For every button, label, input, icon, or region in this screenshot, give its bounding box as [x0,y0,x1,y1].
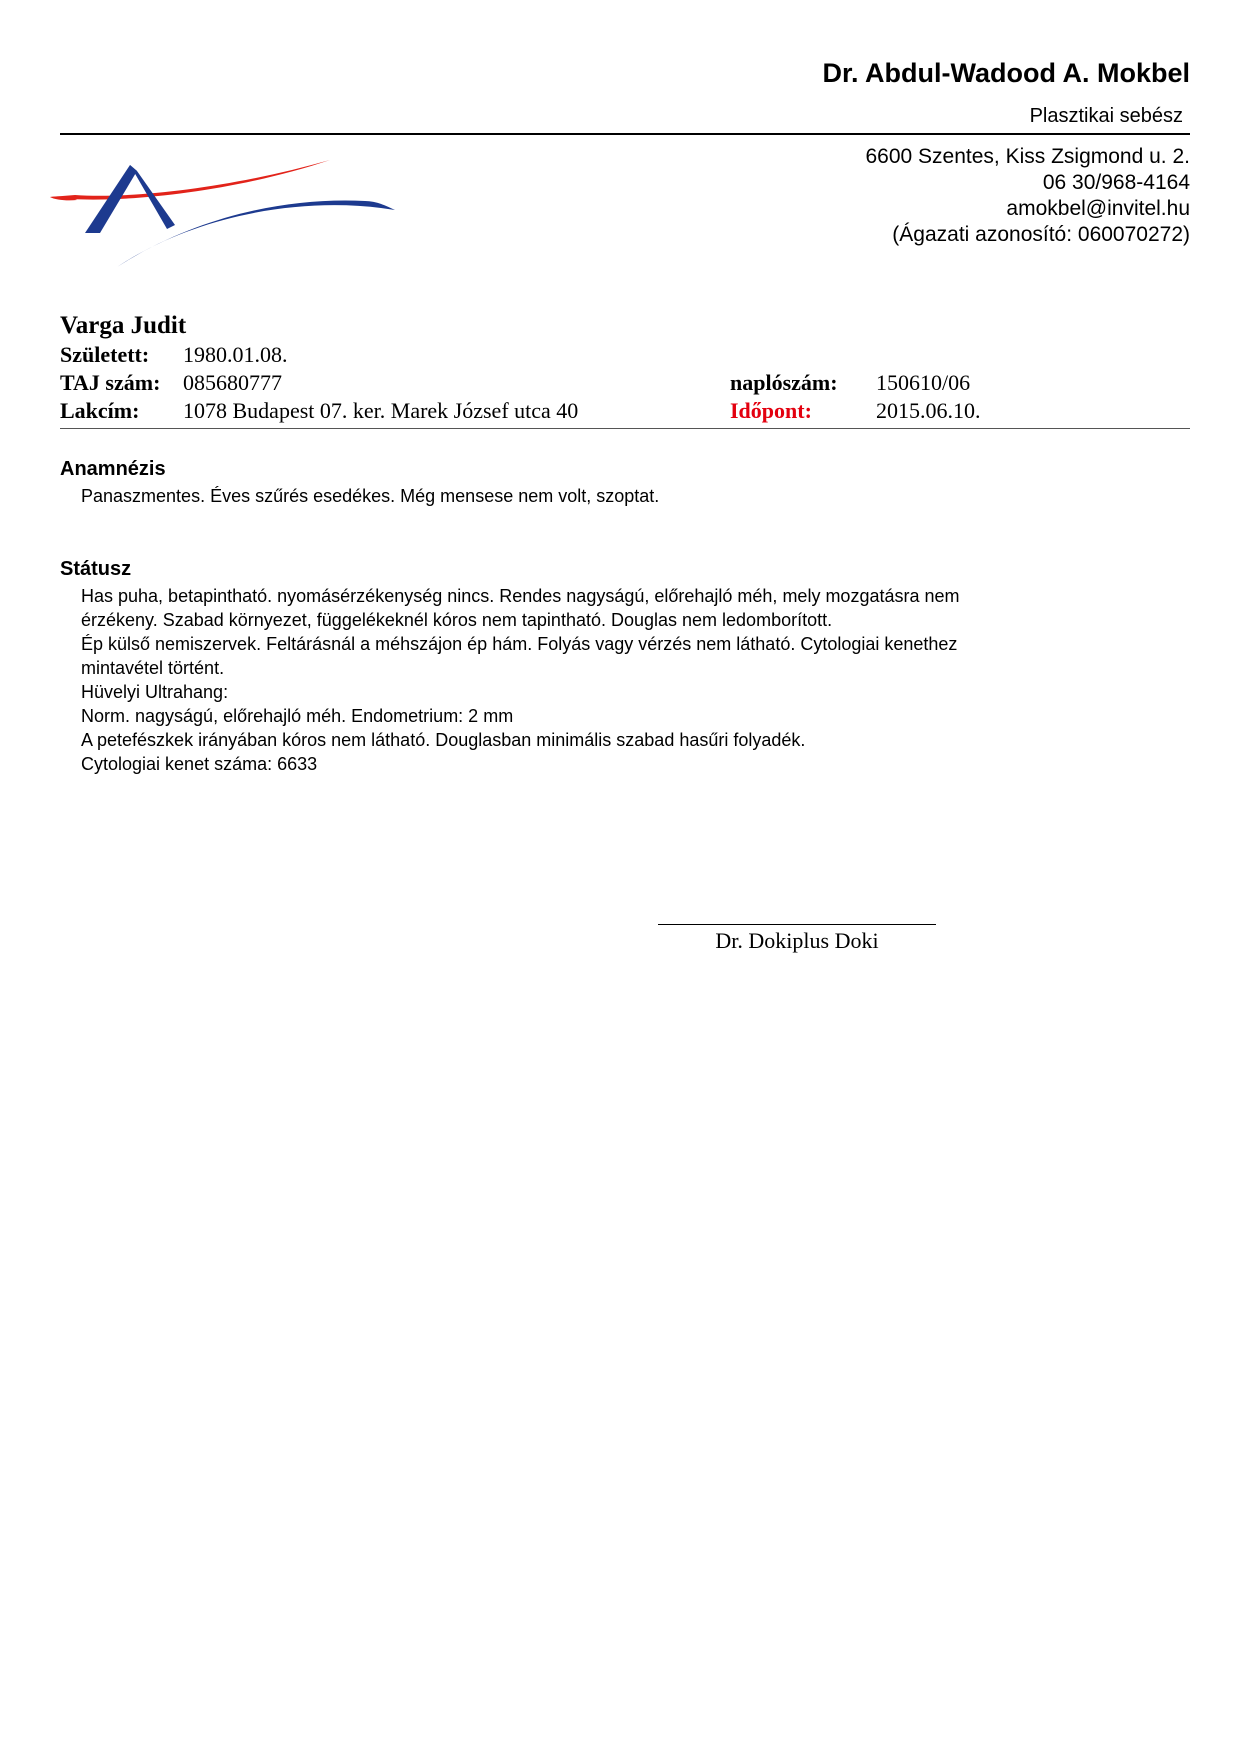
address-label: Lakcím: [60,398,140,423]
swoosh-logo-icon [45,155,405,275]
contact-sector-id: (Ágazati azonosító: 060070272) [892,223,1190,246]
log-number-value: 150610/06 [876,370,971,395]
doctor-name: Dr. Abdul-Wadood A. Mokbel [822,58,1190,88]
anamnesis-body [81,484,1161,508]
anamnesis-line: Panaszmentes. Éves szűrés esedékes. Még mensese nem volt, szoptat. [81,486,660,506]
log-number-label: naplószám: [730,370,838,395]
specialty: Plasztikai sebész [1029,105,1183,127]
signature-name: Dr. Dokiplus Doki [715,928,879,953]
appointment-value: 2015.06.10. [876,398,981,423]
address-value: 1078 Budapest 07. ker. Marek József utca 40 [183,398,579,423]
status-line: Ép külső nemiszervek. Feltárásnál a méhszájon ép hám. Folyás vagy vérzés nem látható. Cytologiai kenethez [81,634,958,654]
patient-name: Varga Judit [60,312,187,339]
status-line: Has puha, betapintható. nyomásérzékenység nincs. Rendes nagyságú, előrehajló méh, mely mozgatásra nem [81,586,960,606]
taj-label: TAJ szám: [60,370,161,395]
status-line: Norm. nagyságú, előrehajló méh. Endometrium: 2 mm [81,706,514,726]
patient-block [60,312,1190,427]
contact-block [865,144,1190,248]
appointment-label: Időpont: [730,398,812,423]
status-title: Státusz [60,558,132,580]
contact-address: 6600 Szentes, Kiss Zsigmond u. 2. [865,145,1190,168]
status-line: Cytologiai kenet száma: 6633 [81,754,318,774]
born-value: 1980.01.08. [183,342,288,367]
status-line: A petefészkek irányában kóros nem látható. Douglasban minimális szabad hasűri folyadék. [81,730,806,750]
patient-divider [60,428,1190,429]
born-label: Született: [60,342,150,367]
anamnesis-title: Anamnézis [60,458,166,480]
header-divider [60,133,1190,135]
status-line: érzékeny. Szabad környezet, függelékeknél kóros nem tapintható. Douglas nem ledomborított. [81,610,833,630]
contact-phone: 06 30/968-4164 [1042,171,1190,194]
taj-value: 085680777 [183,370,282,395]
signature-line [658,924,936,925]
status-line: mintavétel történt. [81,658,225,678]
contact-email: amokbel@invitel.hu [1006,197,1190,220]
status-line: Hüvelyi Ultrahang: [81,682,229,702]
status-body [81,584,1161,776]
